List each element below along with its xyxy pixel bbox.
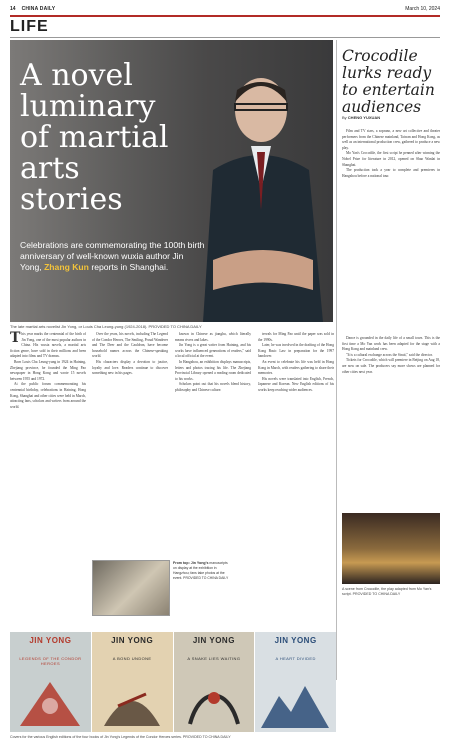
article-column-3 [175, 332, 251, 394]
hero-dek-reporter: Zhang Kun [44, 262, 89, 272]
stage-photo [342, 513, 440, 596]
section-title: LIFE [10, 18, 49, 35]
paragraph: Scholars point out that his novels blend history, philosophy and Chinese culture. [175, 382, 251, 392]
paragraph: The production took a year to complete and premieres in Hangzhou before a national tour. [342, 168, 440, 178]
caption-title: From top: Jin Yong's [173, 561, 209, 565]
cover-art [98, 676, 166, 728]
exhibition-photo-caption [173, 561, 231, 581]
side-story-title [342, 48, 442, 116]
paragraph: "It is a cultural exchange across the Strait," said the director. [346, 352, 433, 357]
book-cover [10, 632, 91, 732]
book-cover [92, 632, 173, 732]
book-cover [174, 632, 255, 732]
paragraph: his year marks the centennial of the birth of Jin Yong, one of the most popular authors in China. His wuxia novels, a martial arts fiction genre, have sold in their millions and been adapted into films and TV dramas. [10, 332, 86, 359]
paragraph: tervals for Ming Pao until the paper was sold in the 1990s. [258, 332, 334, 342]
article-column-1 [10, 332, 86, 410]
stage-photo-caption: A scene from Crocodile, the play adapted from Mo Yan's script. PROVIDED TO CHINA DAILY [342, 587, 432, 596]
section-rule [10, 37, 440, 38]
cover-title: LEGENDS OF THE CONDOR HEROES [19, 656, 82, 666]
side-story-headline: Crocodile lurks ready to entertain audiences [342, 47, 435, 116]
drop-cap: T [10, 330, 21, 346]
side-story-byline [342, 115, 380, 120]
exhibition-photo [92, 560, 229, 616]
side-story-column [342, 129, 440, 179]
paragraph: In Hangzhou, an exhibition displays manuscripts, letters and photos tracing his life. The Zhejiang Provincial Library opened a reading room dedicated to his works. [175, 359, 251, 381]
issue-date: March 10, 2024 [405, 6, 440, 12]
hero-dek [20, 240, 205, 273]
paragraph: Jin Yong is a great writer from Haining, and his works have influenced generations of readers," said a local official at the event. [175, 343, 251, 359]
hero-dek-location: reports in Shanghai. [91, 262, 169, 272]
paragraph: His novels were translated into English, French, Japanese and Korean. New English editions of his works keep reaching wider audiences. [258, 376, 334, 392]
book-covers [10, 632, 336, 732]
byline-name: CHENG YUXUAN [347, 115, 381, 120]
cover-title: A SNAKE LIES WAITING [187, 656, 241, 661]
portrait-illustration [173, 40, 333, 322]
masthead [10, 4, 440, 14]
paragraph: Tickets for Crocodile, which will premiere in Beijing on Aug 18, are now on sale. The producers say more shows are planned for other cities next year. [342, 358, 440, 374]
side-story-column-2 [342, 336, 440, 375]
cover-title: A HEART DIVIDED [275, 656, 316, 661]
masthead-rule [10, 15, 440, 17]
byline-prefix: By [342, 115, 347, 120]
paragraph: Born Louis Cha Leung-yung in 1924 in Haining, Zhejiang province, he founded the Ming Pao newspaper in Hong Kong and wrote 15 novels between 1955 and 1972. [10, 359, 86, 381]
book-cover [255, 632, 336, 732]
paragraph: Film and TV stars, a soprano, a new art collective and theater performers from the Chinese mainland, Taiwan and Hong Kong, as well as an international production crew, gathered to produce a new play. [342, 129, 440, 150]
hero-photo [10, 40, 333, 322]
hero-dek-text: Celebrations are commemorating the 100th birth anniversary of well-known wuxia author Jin Yong, [20, 240, 205, 272]
hero-caption: The late martial arts novelist Jin Yong, or Louis Cha Leung-yung (1924-2018). PROVIDED TO CHINA DAILY [10, 324, 202, 329]
cover-author: JIN YONG [274, 636, 317, 645]
hero-headline: A novel luminary of martial arts stories [20, 58, 169, 217]
brand-name: CHINA DAILY [21, 6, 56, 12]
column-divider [336, 40, 337, 680]
paragraph: His characters display a devotion to justice, loyalty and love. Readers continue to discover something new in his pages. [92, 359, 168, 376]
caption-text: manuscripts on display at the exhibition in Hangzhou; fans take photos at the event. PROVIDED TO CHINA DAILY [173, 561, 229, 580]
paragraph: Over the years, his novels, including The Legend of the Condor Heroes, The Smiling, Proud Wanderer and The Deer and the Cauldron, have become household names across the Chinese-speaking world. [92, 332, 168, 359]
paragraph: An event to celebrate his life was held in Hong Kong in March, with readers gathering to share their memories. [258, 359, 334, 376]
paragraph: Mo Yan's Crocodile, the first script he penned after winning the Nobel Prize for literature in 2012, opened on Shao Wanlai in Shanghai. [342, 151, 440, 167]
cover-title: A BOND UNDONE [112, 656, 152, 661]
cover-author: JIN YONG [192, 636, 235, 645]
page-number: 14 [10, 6, 16, 12]
article-column-4 [258, 332, 334, 394]
covers-caption: Covers for the various English editions of the four books of Jin Yong's Legends of the Condor Heroes series. PROVIDED TO CHINA DAILY [10, 735, 231, 739]
cover-author: JIN YONG [111, 636, 154, 645]
paragraph: known in Chinese as jianghu, which literally means rivers and lakes. [175, 332, 251, 342]
cover-art [180, 676, 248, 728]
paragraph: Later, he was involved in the drafting of the Hong Kong Basic Law in preparation for the 1997 handover. [258, 343, 334, 359]
paragraph: At the public forum commemorating his centennial birthday, celebrations in Haining, Hong Kong, Shanghai and other cities were held in March, attracting fans, scholars and writers from around the world. [10, 382, 86, 409]
cover-author: JIN YONG [29, 636, 72, 645]
cover-art [16, 676, 84, 728]
paragraph: Dance is grounded in the daily life of a small town. This is the first time a Mo Yan work has been adapted for the stage with a Hong Kong and mainland crew. [342, 336, 440, 352]
article-column-2 [92, 332, 168, 377]
cover-art [261, 676, 329, 728]
